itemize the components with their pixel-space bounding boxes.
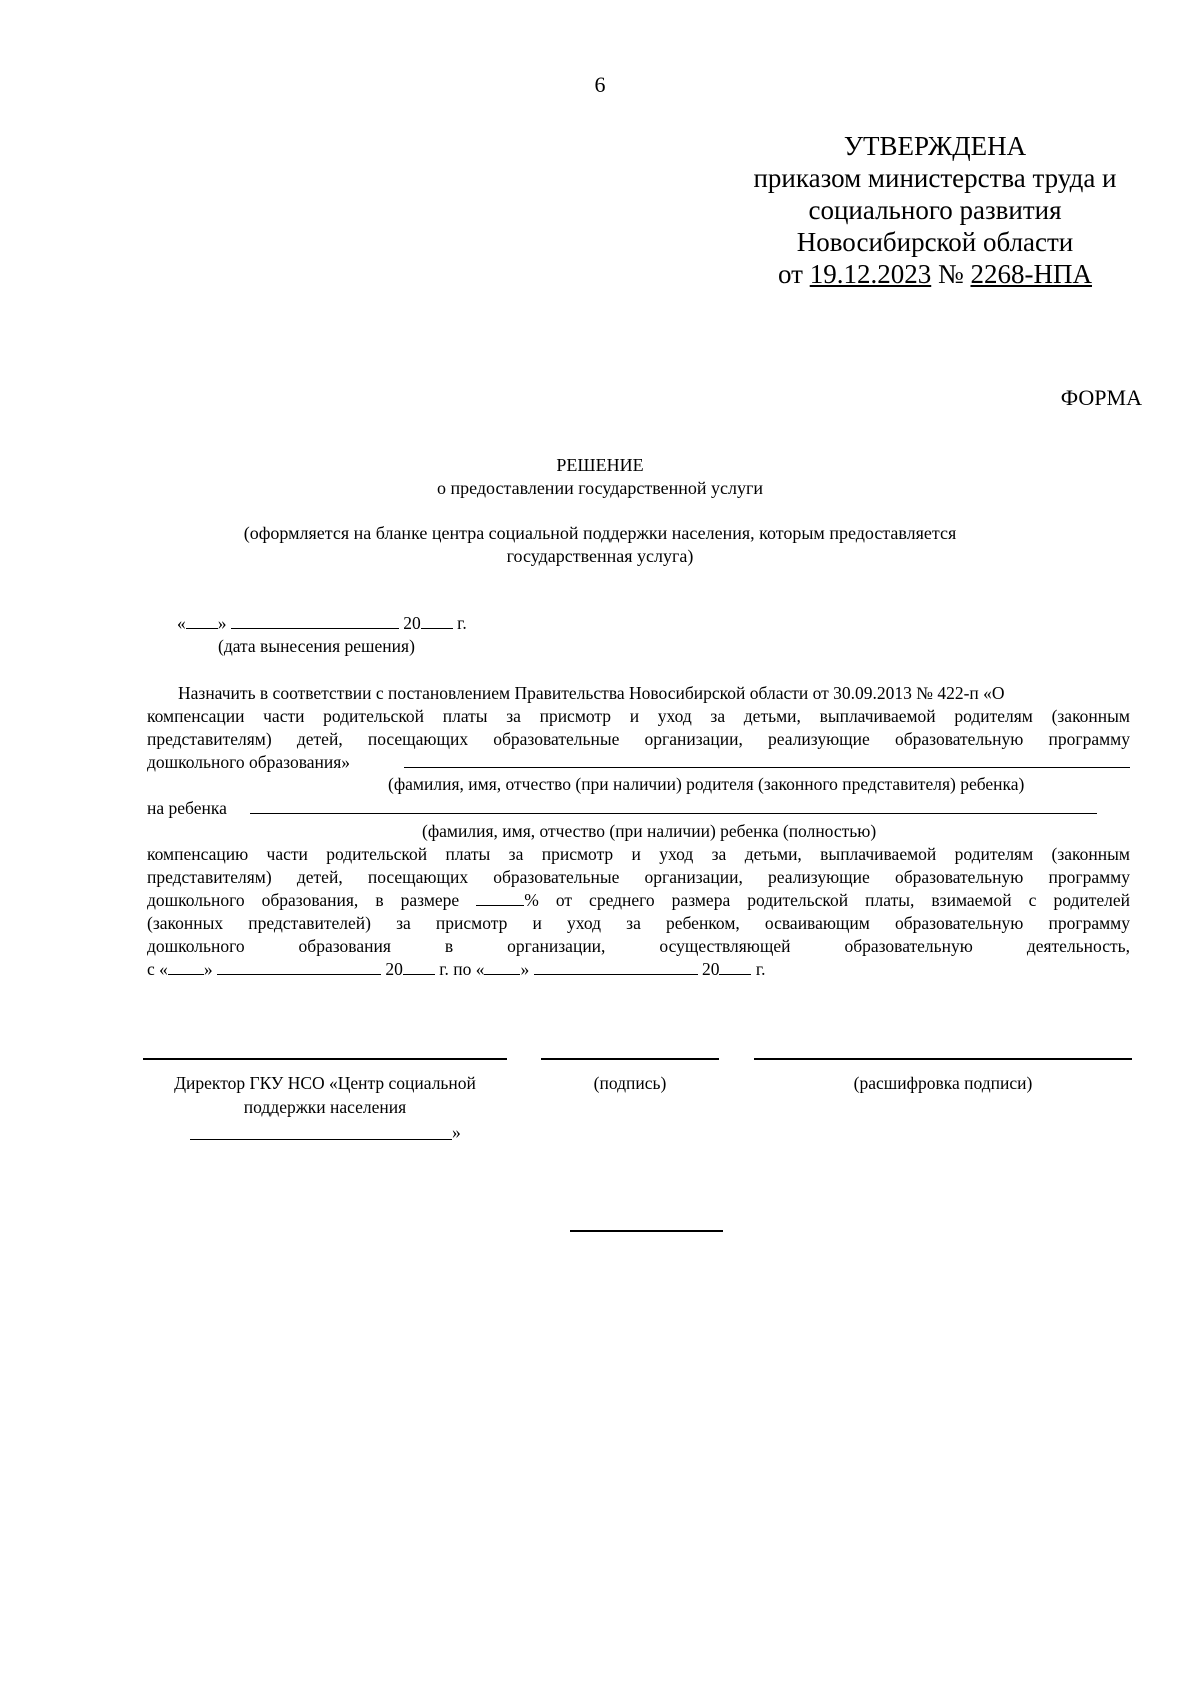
- from-year-blank[interactable]: [403, 958, 435, 975]
- period-end: г.: [755, 959, 766, 979]
- body-line-7: [147, 889, 1130, 912]
- body-line-2: компенсации части родительской платы за присмотр и уход за детьми, выплачиваемой родителям (законным: [147, 706, 1130, 726]
- to-month-blank[interactable]: [534, 958, 698, 975]
- director-caption-1: Директор ГКУ НСО «Центр социальной: [174, 1073, 476, 1093]
- signature-decode-line[interactable]: [754, 1058, 1132, 1060]
- to-year-blank[interactable]: [719, 958, 751, 975]
- form-note-line-2: государственная услуга): [506, 546, 694, 566]
- signature-caption: (подпись): [593, 1073, 667, 1093]
- from-month-blank[interactable]: [217, 958, 381, 975]
- from-day-blank[interactable]: [168, 958, 204, 975]
- approval-line-4: Новосибирской области: [796, 227, 1074, 257]
- approval-heading: УТВЕРЖДЕНА: [843, 131, 1027, 161]
- director-line[interactable]: [143, 1058, 507, 1060]
- approval-date: 19.12.2023: [809, 259, 932, 289]
- period-line: [147, 958, 765, 980]
- form-note: [170, 522, 1030, 568]
- year-prefix: 20: [403, 613, 421, 633]
- percent-blank[interactable]: [476, 889, 524, 906]
- body-line-6: представителям) детей, посещающих образовательные организации, реализующие образовательную программу: [147, 867, 1130, 887]
- date-caption: (дата вынесения решения): [218, 636, 415, 656]
- document-subtitle: о предоставлении государственной услуги: [437, 478, 763, 498]
- body-line-4: [147, 751, 350, 773]
- date-open-quote: «: [177, 613, 186, 633]
- size-prefix: дошкольного образования, в размере: [147, 890, 460, 910]
- child-name-field[interactable]: [250, 813, 1097, 814]
- approval-line-2: приказом министерства труда и: [753, 163, 1117, 193]
- decode-caption: (расшифровка подписи): [853, 1073, 1033, 1093]
- parent-name-caption: (фамилия, имя, отчество (при наличии) родителя (законного представителя) ребенка): [388, 774, 1025, 794]
- parent-name-field[interactable]: [404, 767, 1130, 768]
- form-label: ФОРМА: [1060, 385, 1142, 410]
- to-day-blank[interactable]: [484, 958, 520, 975]
- body-line-3: представителям) детей, посещающих образовательные организации, реализующие образовательную программу: [147, 729, 1130, 749]
- form-note-line-1: (оформляется на бланке центра социальной поддержки населения, которым предоставляется: [243, 523, 957, 543]
- approval-line-3: социального развития: [808, 195, 1062, 225]
- body-line-1: Назначить в соответствии с постановлением Правительства Новосибирской области от 30.09.2013 № 422-п «О: [178, 683, 1005, 703]
- approval-number-sign: №: [937, 259, 964, 289]
- period-from: с «: [147, 959, 168, 979]
- month-blank[interactable]: [231, 612, 399, 629]
- signature-line[interactable]: [541, 1058, 719, 1060]
- to-year-prefix: 20: [701, 959, 720, 979]
- child-prefix: на ребенка: [147, 798, 227, 818]
- page-number: 6: [594, 72, 606, 97]
- director-org-blank[interactable]: [190, 1139, 452, 1140]
- document-title: РЕШЕНИЕ: [556, 455, 644, 475]
- approval-order-line: [700, 258, 1170, 290]
- approval-block: [700, 130, 1170, 290]
- from-quote: »: [203, 959, 213, 979]
- closing-separator: [570, 1230, 723, 1232]
- body-line-5: компенсацию части родительской платы за присмотр и уход за детьми, выплачиваемой родителям (законным: [147, 844, 1130, 864]
- approval-from: от: [778, 259, 803, 289]
- day-blank[interactable]: [186, 612, 218, 629]
- director-caption-2: поддержки населения: [243, 1097, 407, 1117]
- decision-date-line: [177, 612, 467, 634]
- body-line-9: дошкольного образования в организации, осуществляющей образовательную деятельность,: [147, 936, 1130, 956]
- program-name-end: дошкольного образования»: [147, 752, 351, 772]
- approval-number: 2268-НПА: [970, 259, 1092, 289]
- body-line-8: (законных представителей) за присмотр и уход за ребенком, осваивающим образовательную программу: [147, 913, 1130, 933]
- from-year-prefix: 20: [385, 959, 403, 979]
- child-name-caption: (фамилия, имя, отчество (при наличии) ребенка (полностью): [422, 821, 877, 841]
- size-suffix: % от среднего размера родительской платы, взимаемой с родителей: [524, 890, 1131, 910]
- year-suffix: г.: [457, 613, 467, 633]
- date-close-quote: »: [217, 613, 227, 633]
- director-caption-end: »: [452, 1122, 461, 1142]
- to-quote: »: [520, 959, 530, 979]
- year-blank[interactable]: [421, 612, 453, 629]
- period-to: г. по «: [439, 959, 485, 979]
